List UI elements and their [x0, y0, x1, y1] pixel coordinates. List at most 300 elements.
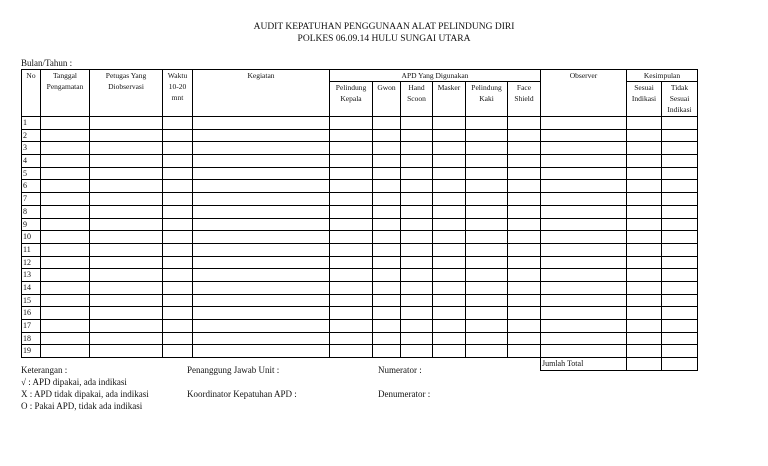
header-observer: Observer [541, 70, 627, 117]
table-cell[interactable] [433, 243, 466, 256]
table-cell[interactable] [541, 180, 627, 193]
table-cell[interactable] [193, 320, 330, 333]
table-cell[interactable] [41, 129, 90, 142]
table-cell[interactable] [627, 294, 662, 307]
row-number: 14 [22, 281, 41, 294]
table-row [22, 320, 698, 333]
table-cell[interactable] [193, 205, 330, 218]
table-cell[interactable] [541, 332, 627, 345]
table-cell[interactable] [466, 180, 508, 193]
table-cell[interactable] [508, 142, 541, 155]
table-cell[interactable] [373, 269, 401, 282]
table-row [22, 117, 698, 130]
table-cell[interactable] [541, 269, 627, 282]
unit-signature-label: Penanggung Jawab Unit : [187, 365, 280, 375]
table-cell[interactable] [373, 193, 401, 206]
table-row [22, 231, 698, 244]
header-petugas: Petugas Yang Diobservasi [90, 70, 163, 117]
table-cell[interactable] [90, 218, 163, 231]
table-cell[interactable] [193, 294, 330, 307]
table-cell[interactable] [90, 129, 163, 142]
table-row [22, 218, 698, 231]
table-cell[interactable] [466, 243, 508, 256]
table-cell[interactable] [163, 193, 193, 206]
row-number: 19 [22, 345, 41, 358]
table-cell[interactable] [373, 243, 401, 256]
table-cell[interactable] [373, 345, 401, 358]
table-cell[interactable] [41, 320, 90, 333]
table-cell[interactable] [163, 129, 193, 142]
legend-title: Keterangan : [21, 365, 68, 375]
table-cell[interactable] [330, 155, 373, 168]
table-cell[interactable] [541, 307, 627, 320]
table-cell[interactable] [163, 231, 193, 244]
table-cell[interactable] [466, 155, 508, 168]
denumerator-label: Denumerator : [378, 389, 431, 399]
table-cell[interactable] [508, 345, 541, 358]
table-cell[interactable] [90, 320, 163, 333]
table-cell[interactable] [433, 345, 466, 358]
table-cell[interactable] [330, 180, 373, 193]
table-cell[interactable] [330, 129, 373, 142]
table-cell[interactable] [163, 345, 193, 358]
table-row [22, 180, 698, 193]
table-cell[interactable] [90, 345, 163, 358]
table-cell[interactable] [193, 307, 330, 320]
table-cell[interactable] [330, 142, 373, 155]
table-cell[interactable] [508, 320, 541, 333]
table-cell[interactable] [193, 256, 330, 269]
table-cell[interactable] [541, 205, 627, 218]
table-cell[interactable] [193, 269, 330, 282]
table-cell[interactable] [90, 193, 163, 206]
table-cell[interactable] [373, 205, 401, 218]
table-cell[interactable] [330, 294, 373, 307]
table-cell[interactable] [163, 320, 193, 333]
table-cell[interactable] [466, 320, 508, 333]
table-cell[interactable] [193, 231, 330, 244]
table-cell[interactable] [627, 231, 662, 244]
table-cell[interactable] [627, 193, 662, 206]
total-cell[interactable] [662, 358, 698, 371]
header-apd-pelindung-kepala: Pelindung Kepala [330, 82, 373, 117]
table-cell[interactable] [41, 231, 90, 244]
table-cell[interactable] [90, 294, 163, 307]
table-cell[interactable] [373, 332, 401, 345]
table-cell[interactable] [433, 332, 466, 345]
table-cell[interactable] [541, 281, 627, 294]
table-cell[interactable] [163, 205, 193, 218]
table-cell[interactable] [41, 307, 90, 320]
coordinator-signature-label: Koordinator Kepatuhan APD : [187, 389, 297, 399]
table-cell[interactable] [193, 142, 330, 155]
table-cell[interactable] [90, 205, 163, 218]
table-cell[interactable] [433, 320, 466, 333]
table-cell[interactable] [627, 269, 662, 282]
table-row [22, 269, 698, 282]
table-cell[interactable] [541, 167, 627, 180]
table-cell[interactable] [541, 117, 627, 130]
table-cell[interactable] [433, 205, 466, 218]
table-cell[interactable] [662, 345, 698, 358]
table-cell[interactable] [466, 256, 508, 269]
table-cell[interactable] [401, 332, 433, 345]
table-cell[interactable] [508, 218, 541, 231]
table-cell[interactable] [466, 281, 508, 294]
table-cell[interactable] [627, 129, 662, 142]
table-cell[interactable] [373, 218, 401, 231]
table-cell[interactable] [627, 167, 662, 180]
table-cell[interactable] [627, 117, 662, 130]
table-cell[interactable] [508, 243, 541, 256]
table-cell[interactable] [41, 345, 90, 358]
table-cell[interactable] [508, 167, 541, 180]
table-cell[interactable] [627, 256, 662, 269]
table-cell[interactable] [90, 256, 163, 269]
row-number: 3 [22, 142, 41, 155]
row-number: 18 [22, 332, 41, 345]
table-cell[interactable] [373, 307, 401, 320]
table-cell[interactable] [627, 307, 662, 320]
table-cell[interactable] [508, 332, 541, 345]
header-apd-group: APD Yang Digunakan [330, 70, 541, 82]
table-cell[interactable] [163, 294, 193, 307]
table-cell[interactable] [401, 269, 433, 282]
row-number: 9 [22, 218, 41, 231]
table-cell[interactable] [193, 180, 330, 193]
table-cell[interactable] [41, 269, 90, 282]
table-cell[interactable] [330, 269, 373, 282]
table-cell[interactable] [330, 281, 373, 294]
table-cell[interactable] [330, 345, 373, 358]
table-cell[interactable] [193, 155, 330, 168]
table-cell[interactable] [330, 243, 373, 256]
table-cell[interactable] [508, 256, 541, 269]
table-cell[interactable] [193, 243, 330, 256]
table-cell[interactable] [401, 243, 433, 256]
table-cell[interactable] [90, 281, 163, 294]
header-kegiatan: Kegiatan [193, 70, 330, 117]
table-cell[interactable] [662, 332, 698, 345]
table-cell[interactable] [330, 167, 373, 180]
table-cell[interactable] [41, 142, 90, 155]
table-cell[interactable] [401, 193, 433, 206]
table-cell[interactable] [90, 307, 163, 320]
table-cell[interactable] [373, 129, 401, 142]
table-cell[interactable] [541, 231, 627, 244]
table-cell[interactable] [330, 205, 373, 218]
table-cell[interactable] [662, 129, 698, 142]
header-apd-gwon: Gwon [373, 82, 401, 117]
table-cell[interactable] [41, 117, 90, 130]
table-cell[interactable] [90, 243, 163, 256]
table-cell[interactable] [541, 243, 627, 256]
table-row [22, 193, 698, 206]
table-cell[interactable] [433, 307, 466, 320]
table-cell[interactable] [373, 155, 401, 168]
table-cell[interactable] [373, 256, 401, 269]
table-cell[interactable] [541, 155, 627, 168]
table-cell[interactable] [163, 142, 193, 155]
table-cell[interactable] [627, 155, 662, 168]
table-cell[interactable] [90, 332, 163, 345]
table-cell[interactable] [90, 269, 163, 282]
table-row [22, 256, 698, 269]
table-cell[interactable] [90, 117, 163, 130]
table-cell[interactable] [41, 218, 90, 231]
table-cell[interactable] [401, 180, 433, 193]
table-cell[interactable] [433, 256, 466, 269]
table-cell[interactable] [466, 269, 508, 282]
table-cell[interactable] [163, 155, 193, 168]
row-number: 1 [22, 117, 41, 130]
table-cell[interactable] [541, 256, 627, 269]
table-cell[interactable] [662, 256, 698, 269]
table-cell[interactable] [508, 281, 541, 294]
table-cell[interactable] [433, 129, 466, 142]
table-cell[interactable] [508, 155, 541, 168]
table-cell[interactable] [662, 205, 698, 218]
table-cell[interactable] [508, 193, 541, 206]
table-cell[interactable] [401, 218, 433, 231]
table-cell[interactable] [41, 256, 90, 269]
table-row [22, 345, 698, 358]
table-cell[interactable] [373, 180, 401, 193]
table-cell[interactable] [41, 294, 90, 307]
table-cell[interactable] [662, 269, 698, 282]
table-cell[interactable] [163, 218, 193, 231]
table-cell[interactable] [90, 180, 163, 193]
table-cell[interactable] [508, 180, 541, 193]
table-cell[interactable] [541, 193, 627, 206]
table-cell[interactable] [662, 294, 698, 307]
table-cell[interactable] [90, 167, 163, 180]
table-cell[interactable] [330, 256, 373, 269]
table-cell[interactable] [508, 117, 541, 130]
table-cell[interactable] [662, 167, 698, 180]
table-cell[interactable] [466, 167, 508, 180]
table-cell[interactable] [466, 142, 508, 155]
table-cell[interactable] [163, 307, 193, 320]
table-cell[interactable] [662, 307, 698, 320]
row-number: 2 [22, 129, 41, 142]
table-cell[interactable] [41, 281, 90, 294]
table-cell[interactable] [662, 281, 698, 294]
legend [21, 364, 149, 412]
table-cell[interactable] [433, 231, 466, 244]
table-cell[interactable] [662, 193, 698, 206]
table-cell[interactable] [627, 142, 662, 155]
table-cell[interactable] [41, 193, 90, 206]
table-cell[interactable] [90, 155, 163, 168]
table-cell[interactable] [662, 218, 698, 231]
table-cell[interactable] [662, 155, 698, 168]
table-cell[interactable] [466, 231, 508, 244]
table-cell[interactable] [330, 193, 373, 206]
table-cell[interactable] [401, 205, 433, 218]
table-cell[interactable] [662, 117, 698, 130]
table-cell[interactable] [541, 218, 627, 231]
total-label: Jumlah Total [541, 358, 627, 371]
table-row [22, 167, 698, 180]
table-cell[interactable] [163, 332, 193, 345]
table-cell[interactable] [401, 345, 433, 358]
table-cell[interactable] [401, 129, 433, 142]
header-kesimpulan-group: Kesimpulan [627, 70, 698, 82]
table-row [22, 294, 698, 307]
table-cell[interactable] [433, 269, 466, 282]
table-cell[interactable] [433, 167, 466, 180]
table-cell[interactable] [330, 117, 373, 130]
table-cell[interactable] [541, 142, 627, 155]
legend-item: X : APD tidak dipakai, ada indikasi [21, 389, 149, 399]
table-cell[interactable] [627, 180, 662, 193]
header-apd-pelindung-kaki: Pelindung Kaki [466, 82, 508, 117]
table-cell[interactable] [41, 180, 90, 193]
table-cell[interactable] [193, 129, 330, 142]
table-cell[interactable] [627, 281, 662, 294]
table-cell[interactable] [433, 180, 466, 193]
table-cell[interactable] [373, 281, 401, 294]
table-cell[interactable] [466, 218, 508, 231]
table-cell[interactable] [508, 231, 541, 244]
table-cell[interactable] [373, 117, 401, 130]
row-number: 12 [22, 256, 41, 269]
row-number: 8 [22, 205, 41, 218]
table-cell[interactable] [433, 218, 466, 231]
table-row [22, 155, 698, 168]
header-waktu: Waktu 10-20 mnt [163, 70, 193, 117]
table-row [22, 332, 698, 345]
table-cell[interactable] [662, 142, 698, 155]
document-title-line2: POLKES 06.09.14 HULU SUNGAI UTARA [297, 34, 471, 44]
table-row [22, 142, 698, 155]
table-cell[interactable] [466, 345, 508, 358]
table-cell[interactable] [373, 320, 401, 333]
table-cell[interactable] [627, 345, 662, 358]
table-cell[interactable] [163, 269, 193, 282]
table-cell[interactable] [508, 269, 541, 282]
table-cell[interactable] [401, 142, 433, 155]
table-cell[interactable] [627, 320, 662, 333]
table-cell[interactable] [193, 218, 330, 231]
table-cell[interactable] [433, 142, 466, 155]
row-number: 5 [22, 167, 41, 180]
table-cell[interactable] [466, 117, 508, 130]
table-cell[interactable] [163, 256, 193, 269]
signature-block [187, 364, 297, 400]
table-cell[interactable] [401, 307, 433, 320]
table-cell[interactable] [433, 281, 466, 294]
table-cell[interactable] [193, 332, 330, 345]
table-cell[interactable] [433, 155, 466, 168]
table-cell[interactable] [541, 345, 627, 358]
table-cell[interactable] [508, 205, 541, 218]
table-cell[interactable] [466, 129, 508, 142]
row-number: 7 [22, 193, 41, 206]
table-cell[interactable] [163, 117, 193, 130]
table-cell[interactable] [373, 294, 401, 307]
table-cell[interactable] [41, 243, 90, 256]
table-cell[interactable] [193, 193, 330, 206]
table-cell[interactable] [508, 307, 541, 320]
audit-table [21, 69, 698, 371]
table-cell[interactable] [401, 281, 433, 294]
table-cell[interactable] [662, 243, 698, 256]
table-cell[interactable] [90, 142, 163, 155]
table-cell[interactable] [541, 294, 627, 307]
total-cell[interactable] [627, 358, 662, 371]
table-cell[interactable] [627, 332, 662, 345]
table-cell[interactable] [401, 155, 433, 168]
table-cell[interactable] [466, 193, 508, 206]
table-cell[interactable] [330, 231, 373, 244]
table-cell[interactable] [466, 205, 508, 218]
table-cell[interactable] [41, 205, 90, 218]
table-cell[interactable] [90, 231, 163, 244]
table-cell[interactable] [330, 320, 373, 333]
table-cell[interactable] [466, 294, 508, 307]
table-cell[interactable] [541, 320, 627, 333]
table-cell[interactable] [627, 218, 662, 231]
table-cell[interactable] [508, 129, 541, 142]
table-cell[interactable] [662, 320, 698, 333]
table-cell[interactable] [163, 180, 193, 193]
table-cell[interactable] [193, 167, 330, 180]
table-cell[interactable] [466, 307, 508, 320]
table-cell[interactable] [401, 167, 433, 180]
table-cell[interactable] [41, 155, 90, 168]
table-cell[interactable] [193, 281, 330, 294]
table-cell[interactable] [401, 231, 433, 244]
table-cell[interactable] [330, 218, 373, 231]
table-cell[interactable] [627, 243, 662, 256]
table-cell[interactable] [163, 281, 193, 294]
row-number: 11 [22, 243, 41, 256]
table-cell[interactable] [163, 243, 193, 256]
table-cell[interactable] [627, 205, 662, 218]
table-cell[interactable] [41, 332, 90, 345]
table-row [22, 281, 698, 294]
table-cell[interactable] [433, 294, 466, 307]
table-cell[interactable] [373, 142, 401, 155]
header-apd-masker: Masker [433, 82, 466, 117]
row-number: 16 [22, 307, 41, 320]
table-row [22, 205, 698, 218]
table-cell[interactable] [508, 294, 541, 307]
table-cell[interactable] [433, 117, 466, 130]
table-cell[interactable] [662, 180, 698, 193]
table-cell[interactable] [401, 256, 433, 269]
table-cell[interactable] [401, 294, 433, 307]
table-cell[interactable] [541, 129, 627, 142]
table-cell[interactable] [193, 345, 330, 358]
table-cell[interactable] [401, 320, 433, 333]
table-cell[interactable] [373, 167, 401, 180]
table-cell[interactable] [466, 332, 508, 345]
table-cell[interactable] [41, 167, 90, 180]
table-cell[interactable] [662, 231, 698, 244]
period-label: Bulan/Tahun : [21, 58, 73, 68]
table-cell[interactable] [401, 117, 433, 130]
table-cell[interactable] [163, 167, 193, 180]
table-cell[interactable] [433, 193, 466, 206]
table-cell[interactable] [373, 231, 401, 244]
table-cell[interactable] [330, 332, 373, 345]
table-cell[interactable] [330, 307, 373, 320]
table-cell[interactable] [193, 117, 330, 130]
table-row [22, 307, 698, 320]
